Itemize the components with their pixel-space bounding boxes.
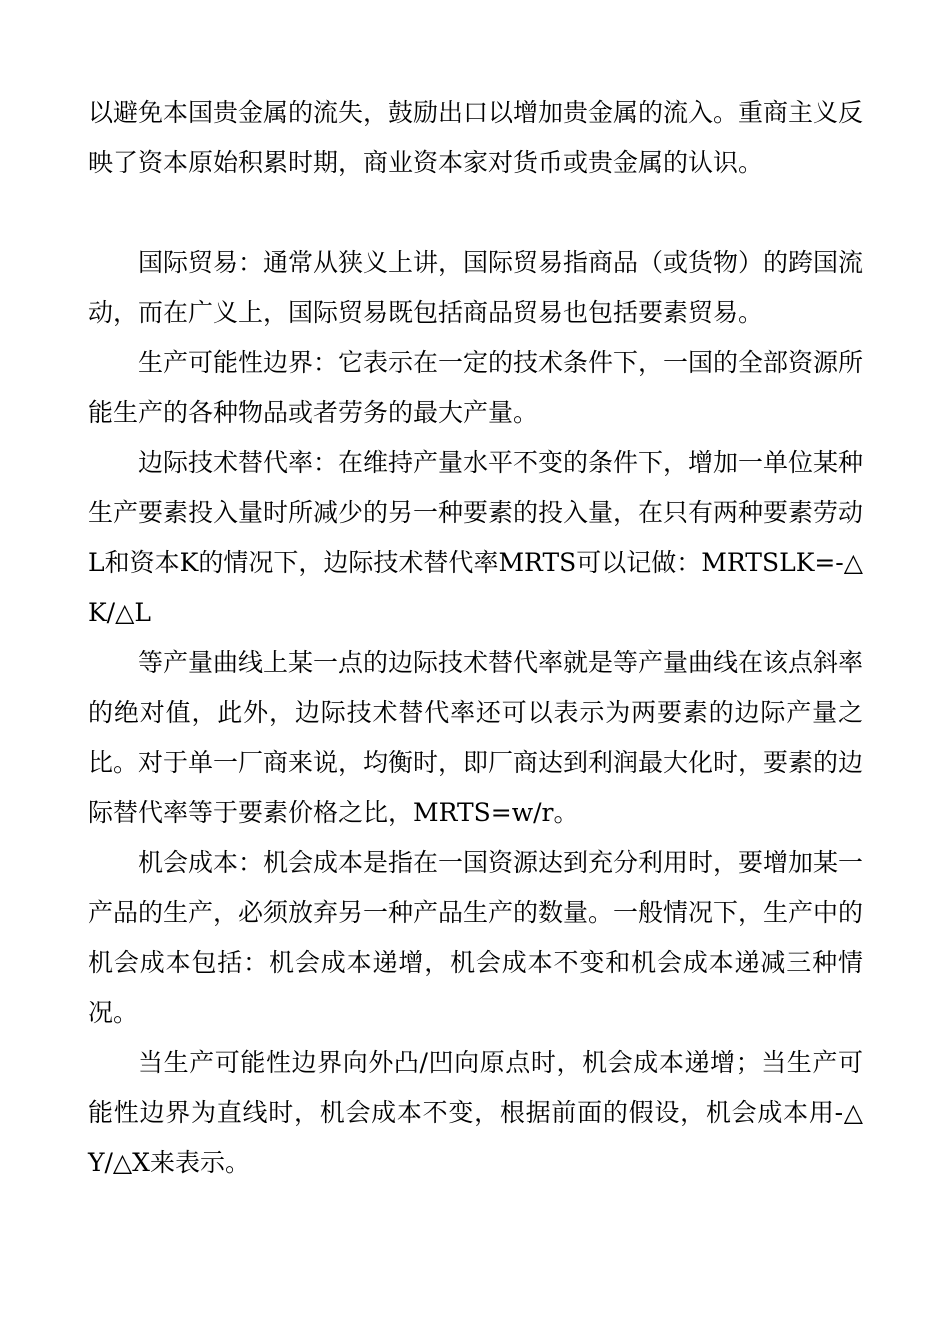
paragraph-opportunity-cost: 机会成本：机会成本是指在一国资源达到充分利用时，要增加某一产品的生产，必须放弃另一种产品生产的数量。一般情况下，生产中的机会成本包括：机会成本递增，机会成本不变和机会成本递减三种情况。 [88, 848, 864, 1027]
paragraph-opportunity-cost-ppf: 当生产可能性边界向外凸/凹向原点时，机会成本递增；当生产可能性边界为直线时，机会成本不变，根据前面的假设，机会成本用-△Y/△X来表示。 [88, 1048, 863, 1177]
paragraph-gap [88, 188, 863, 238]
paragraph-production-possibility-frontier: 生产可能性边界：它表示在一定的技术条件下，一国的全部资源所能生产的各种物品或者劳务的最大产量。 [88, 348, 864, 427]
paragraph-mercantilism-continued: 以避免本国贵金属的流失，鼓励出口以增加贵金属的流入。重商主义反映了资本原始积累时期，商业资本家对货币或贵金属的认识。 [88, 98, 864, 177]
document-page [88, 88, 863, 1188]
paragraph-international-trade: 国际贸易：通常从狭义上讲，国际贸易指商品（或货物）的跨国流动，而在广义上，国际贸易既包括商品贸易也包括要素贸易。 [88, 248, 864, 327]
paragraph-mrts-isoquant: 等产量曲线上某一点的边际技术替代率就是等产量曲线在该点斜率的绝对值，此外，边际技术替代率还可以表示为两要素的边际产量之比。对于单一厂商来说，均衡时，即厂商达到利润最大化时，要素的边际替代率等于要素价格之比，MRTS=w/r。 [88, 648, 864, 827]
paragraph-mrts-definition: 边际技术替代率：在维持产量水平不变的条件下，增加一单位某种生产要素投入量时所减少的另一种要素的投入量，在只有两种要素劳动L和资本K的情况下，边际技术替代率MRTS可以记做：MRTSLK=-△K/△L [88, 448, 864, 627]
